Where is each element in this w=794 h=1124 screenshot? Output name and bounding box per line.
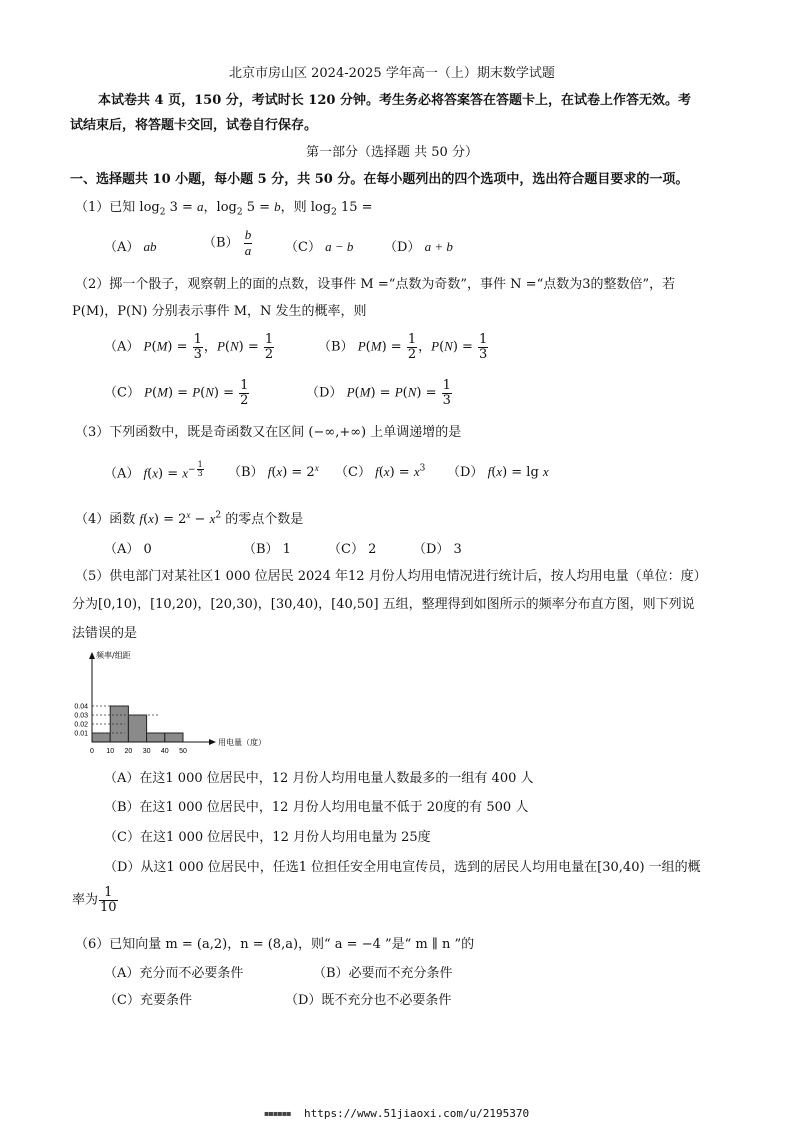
- question-5-line-2: 分为[0,10)，[10,20)，[20,30)，[30,40)，[40,50] 五组，整理得到如图所示的频率分布直方图，则下列说: [72, 597, 695, 612]
- histogram-bar: [128, 715, 146, 742]
- notice-line-1: 本试卷共 4 页，150 分，考试时长 120 分钟。考生务必将答案答在答题卡上，在试卷上作答无效。考: [98, 93, 691, 108]
- q4-option-a[interactable]: （A） 0: [104, 542, 152, 557]
- footer-logo-icon: ▪▪▪▪▪▪: [264, 1109, 291, 1118]
- page-title: 北京市房山区 2024-2025 学年高一（上）期末数学试题: [229, 66, 555, 81]
- question-4-stem: （4）函数 $f(x) = 2^x - x^2$ 的零点个数是: [75, 509, 304, 527]
- histogram-bar: [165, 733, 183, 742]
- q6-option-a[interactable]: （A）充分而不必要条件: [104, 966, 244, 981]
- q5-option-d-continued: 率为 $\frac{1}{10}$: [72, 885, 117, 915]
- y-tick-label: 0.04: [74, 703, 88, 711]
- q1-option-c[interactable]: （C） a − b: [285, 239, 354, 255]
- question-1-stem: （1）已知 $\log_2 3 = a$，$\log_2 5 = b$，则 $\log_2 15$ =: [75, 199, 373, 218]
- x-tick-label: 10: [106, 748, 115, 755]
- frequency-histogram: [68, 648, 268, 758]
- x-tick-label: 20: [124, 748, 133, 755]
- q2-option-b[interactable]: （B） P(M) = $\frac{1}{2}$ ，P(N) = $\frac{1}{3}$: [318, 332, 488, 362]
- y-tick-label: 0.02: [74, 721, 88, 729]
- question-3-stem: （3）下列函数中，既是奇函数又在区间 (−∞,+∞) 上单调递增的是: [75, 425, 462, 440]
- question-5-line-3: 法错误的是: [72, 626, 138, 641]
- x-axis-label: 用电量（度）: [218, 738, 266, 747]
- x-tick-label: 40: [160, 748, 169, 755]
- question-2-line-2: P(M)，P(N) 分别表示事件 M，N 发生的概率，则: [72, 304, 367, 319]
- q6-option-d[interactable]: （D）既不充分也不必要条件: [285, 993, 452, 1008]
- q1-option-b[interactable]: （B） $\frac{b}{a}$: [203, 227, 252, 258]
- q1-option-d[interactable]: （D） a + b: [384, 239, 453, 255]
- histogram-bar: [147, 733, 165, 742]
- q2-option-d[interactable]: （D） P(M) = P(N) = $\frac{1}{3}$: [306, 378, 451, 408]
- q3-option-c[interactable]: （C） $f(x) = x^3$: [335, 463, 426, 480]
- q4-option-b[interactable]: （B） 1: [243, 542, 291, 557]
- q5-option-b[interactable]: （B）在这1 000 位居民中，12 月份人均用电量不低于 20度的有 500 人: [104, 800, 529, 815]
- q3-option-d[interactable]: （D） f(x) = lg x: [447, 464, 549, 480]
- q5-option-c[interactable]: （C）在这1 000 位居民中，12 月份人均用电量为 25度: [104, 830, 431, 845]
- notice-line-2: 试结束后，将答题卡交回，试卷自行保存。: [70, 118, 318, 133]
- q3-option-b[interactable]: （B） $f(x) = 2^x$: [228, 462, 319, 480]
- question-5-line-1: （5）供电部门对某社区1 000 位居民 2024 年12 月份人均用电情况进行统计后，按人均用电量（单位：度）: [75, 569, 707, 584]
- y-tick-label: 0.03: [74, 712, 88, 720]
- footer-url[interactable]: https://www.51jiaoxi.com/u/2195370: [304, 1107, 530, 1120]
- x-axis-arrow-icon: [209, 739, 216, 745]
- y-tick-label: 0.01: [74, 730, 88, 738]
- section-title: 一、选择题共 10 小题，每小题 5 分，共 50 分。在每小题列出的四个选项中，选出符合题目要求的一项。: [70, 172, 689, 187]
- q6-option-b[interactable]: （B）必要而不充分条件: [313, 966, 453, 981]
- q5-option-d[interactable]: （D）从这1 000 位居民中，任选1 位担任安全用电宣传员，选到的居民人均用电量在[30,40) 一组的概: [104, 860, 701, 875]
- x-tick-label: 30: [142, 748, 151, 755]
- q2-option-a[interactable]: （A） P(M) = $\frac{1}{3}$ ，P(N) = $\frac{1}{2}$: [104, 332, 274, 362]
- q2-option-c[interactable]: （C） P(M) = P(N) = $\frac{1}{2}$: [104, 378, 249, 408]
- q4-option-c[interactable]: （C） 2: [328, 542, 377, 557]
- x-tick-label: 0: [90, 748, 94, 755]
- histogram-bar: [92, 733, 110, 742]
- question-2-line-1: （2）掷一个骰子，观察朝上的面的点数，设事件 M =“点数为奇数”，事件 N =“点数为3的整数倍”，若: [75, 277, 676, 292]
- q3-option-a[interactable]: （A） $f(x) = x^{- \frac{1}{3}}$: [104, 460, 203, 482]
- q6-option-c[interactable]: （C）充要条件: [104, 993, 192, 1008]
- q4-option-d[interactable]: （D） 3: [413, 542, 462, 557]
- q5-option-a[interactable]: （A）在这1 000 位居民中，12 月份人均用电量人数最多的一组有 400 人: [104, 771, 534, 786]
- y-axis-arrow-icon: [89, 652, 95, 659]
- x-tick-label: 50: [179, 748, 187, 755]
- part-title: 第一部分（选择题 共 50 分）: [306, 145, 478, 160]
- y-axis-label: 频率/组距: [96, 651, 131, 660]
- q1-option-a[interactable]: （A） ab: [104, 239, 157, 255]
- question-6-stem: （6）已知向量 m = (a,2)，n = (8,a)，则“ a = −4 ”是“ m ∥ n ”的: [75, 937, 475, 952]
